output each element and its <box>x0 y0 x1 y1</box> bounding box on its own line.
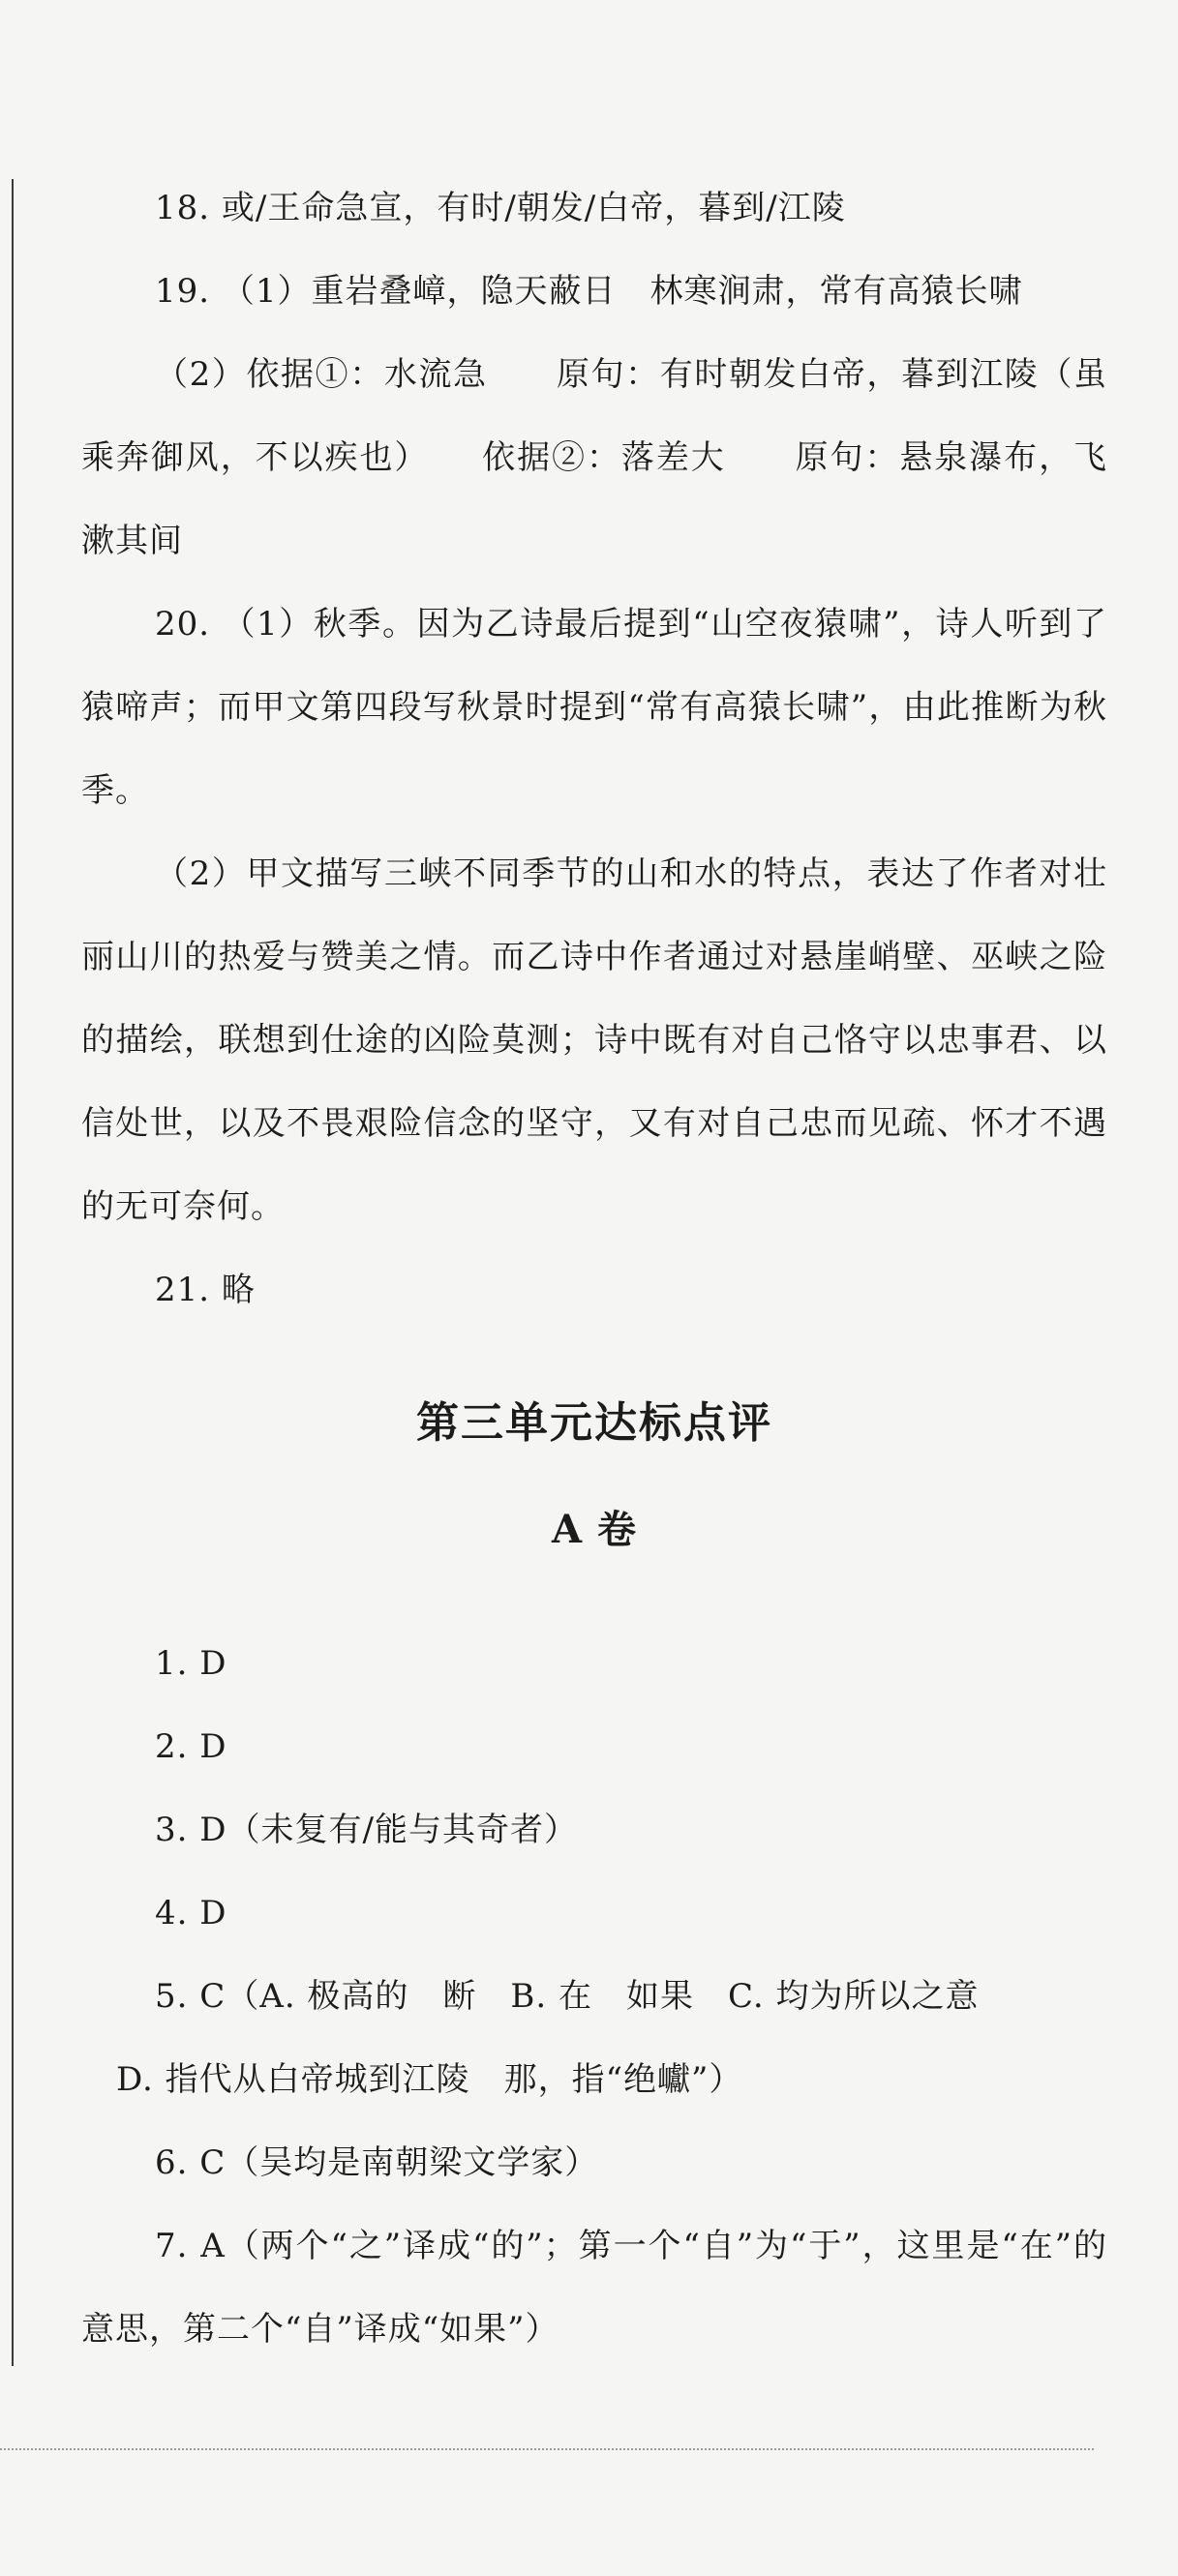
answer-18: 18. 或/王命急宣，有时/朝发/白帝，暮到/江陵 <box>155 189 846 227</box>
answer-a-7: 7. A（两个“之”译成“的”；第一个“自”为“于”，这里是“在”的意思，第二个“自”译成“如果”） <box>81 2227 1107 2349</box>
answer-content <box>81 166 1107 2371</box>
section-subtitle: A 卷 <box>552 1507 637 1552</box>
answer-a-4: 4. D <box>155 1894 227 1932</box>
answer-20-part1: 20. （1）秋季。因为乙诗最后提到“山空夜猿啸”，诗人听到了猿啼声；而甲文第四段写秋景时提到“常有高猿长啸”，由此推断为秋季。 <box>81 605 1107 810</box>
answer-a-5-line2: D. 指代从白帝城到江陵 那，指“绝巘”） <box>116 2060 743 2099</box>
bottom-dotted-rule <box>0 2448 1094 2450</box>
answer-19-part2: （2）依据①：水流急 原句：有时朝发白帝，暮到江陵（虽乘奔御风，不以疾也） 依据②：落差大 原句：悬泉瀑布，飞漱其间 <box>81 355 1107 560</box>
answer-19-part1: 19. （1）重岩叠嶂，隐天蔽日 林寒涧肃，常有高猿长啸 <box>155 272 1023 311</box>
answer-a-5-line1: 5. C（A. 极高的 断 B. 在 如果 C. 均为所以之意 <box>155 1977 980 2016</box>
answer-21: 21. 略 <box>155 1271 256 1309</box>
answer-20-part2: （2）甲文描写三峡不同季节的山和水的特点，表达了作者对壮丽山川的热爱与赞美之情。而乙诗中作者通过对悬崖峭壁、巫峡之险的描绘，联想到仕途的凶险莫测；诗中既有对自己恪守以忠事君、以信处世，以及不畏艰险信念的坚守，又有对自己忠而见疏、怀才不遇的无可奈何。 <box>81 854 1107 1226</box>
section-title: 第三单元达标点评 <box>416 1398 772 1448</box>
left-margin-rule <box>12 179 14 2366</box>
answer-a-2: 2. D <box>155 1727 227 1766</box>
answer-a-3: 3. D（未复有/能与其奇者） <box>155 1811 578 1849</box>
answer-a-6: 6. C（吴均是南朝梁文学家） <box>155 2143 599 2182</box>
answer-list-a <box>81 1622 1107 2371</box>
answer-a-1: 1. D <box>155 1644 227 1683</box>
